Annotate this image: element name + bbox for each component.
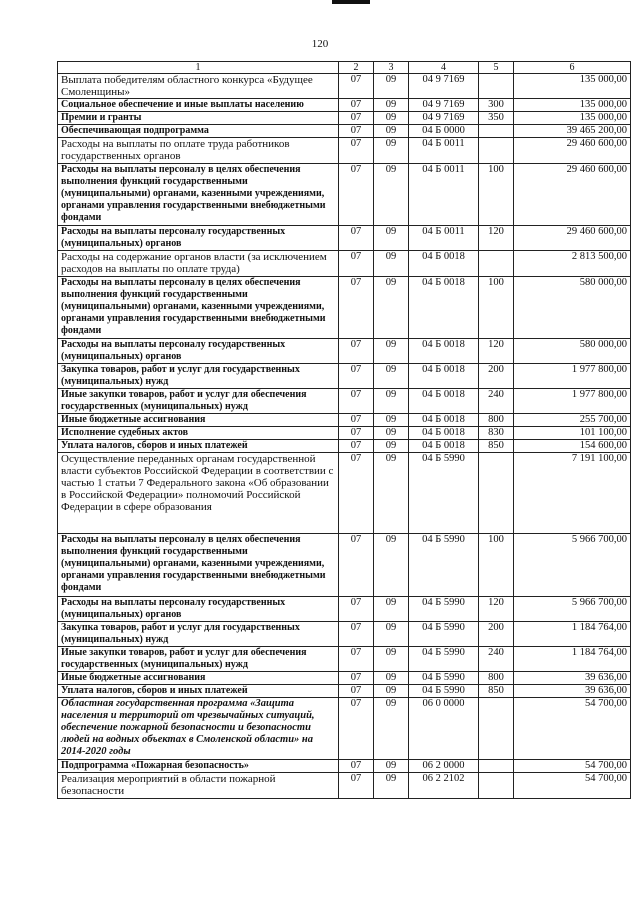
target-article-cell: 04 Б 0018 xyxy=(409,251,479,277)
column-header-6: 6 xyxy=(514,62,631,74)
row-name-cell: Областная государственная программа «Защита населения и территорий от чрезвычайных ситуаций, обеспечение пожарной безопасности и безопасности людей на водных объектах в Смоленской области» на 2014-2020 годы xyxy=(58,698,339,760)
subsection-code-cell: 09 xyxy=(374,99,409,112)
subsection-code-cell: 09 xyxy=(374,773,409,799)
table-row xyxy=(58,685,631,698)
table-row xyxy=(58,453,631,534)
section-code-cell: 07 xyxy=(339,440,374,453)
expense-type-cell: 200 xyxy=(479,364,514,389)
subsection-code-cell: 09 xyxy=(374,125,409,138)
row-name-cell: Закупка товаров, работ и услуг для государственных (муниципальных) нужд xyxy=(58,622,339,647)
amount-cell: 54 700,00 xyxy=(514,760,631,773)
row-name-cell: Расходы на содержание органов власти (за исключением расходов на выплаты по оплате труда) xyxy=(58,251,339,277)
section-code-cell: 07 xyxy=(339,251,374,277)
subsection-code-cell: 09 xyxy=(374,427,409,440)
section-code-cell: 07 xyxy=(339,138,374,164)
amount-cell: 135 000,00 xyxy=(514,99,631,112)
section-code-cell: 07 xyxy=(339,74,374,99)
section-code-cell: 07 xyxy=(339,226,374,251)
target-article-cell: 04 Б 5990 xyxy=(409,597,479,622)
amount-cell: 580 000,00 xyxy=(514,277,631,339)
section-code-cell: 07 xyxy=(339,698,374,760)
expense-type-cell xyxy=(479,453,514,534)
table-row xyxy=(58,164,631,226)
target-article-cell: 04 Б 5990 xyxy=(409,534,479,597)
target-article-cell: 04 Б 0011 xyxy=(409,138,479,164)
target-article-cell: 04 Б 5990 xyxy=(409,647,479,672)
subsection-code-cell: 09 xyxy=(374,597,409,622)
table-row xyxy=(58,251,631,277)
target-article-cell: 04 Б 5990 xyxy=(409,453,479,534)
budget-table-body xyxy=(58,62,631,799)
row-name-cell: Подпрограмма «Пожарная безопасность» xyxy=(58,760,339,773)
expense-type-cell: 120 xyxy=(479,226,514,251)
target-article-cell: 06 2 0000 xyxy=(409,760,479,773)
row-name-cell: Иные бюджетные ассигнования xyxy=(58,414,339,427)
amount-cell: 39 636,00 xyxy=(514,685,631,698)
table-row xyxy=(58,99,631,112)
table-row xyxy=(58,597,631,622)
amount-cell: 2 813 500,00 xyxy=(514,251,631,277)
amount-cell: 5 966 700,00 xyxy=(514,534,631,597)
row-name-cell: Расходы на выплаты персоналу в целях обеспечения выполнения функций государственными (муниципальными) органами, казенными учреждениями, органами управления государственными внебюджетными фондами xyxy=(58,164,339,226)
row-name-cell: Иные бюджетные ассигнования xyxy=(58,672,339,685)
section-code-cell: 07 xyxy=(339,389,374,414)
table-row xyxy=(58,773,631,799)
row-name-cell: Уплата налогов, сборов и иных платежей xyxy=(58,685,339,698)
amount-cell: 29 460 600,00 xyxy=(514,138,631,164)
row-name-cell: Расходы на выплаты персоналу в целях обеспечения выполнения функций государственными (муниципальными) органами, казенными учреждениями, органами управления государственными внебюджетными фондами xyxy=(58,534,339,597)
section-code-cell: 07 xyxy=(339,672,374,685)
row-name-cell: Осуществление переданных органам государственной власти субъектов Российской Федерации в соответствии с частью 1 статьи 7 Федерального закона «Об образовании в Российской Федерации» полномочий Российской Федерации в сфере образования xyxy=(58,453,339,534)
table-row xyxy=(58,389,631,414)
expense-type-cell: 100 xyxy=(479,534,514,597)
target-article-cell: 04 Б 0018 xyxy=(409,440,479,453)
amount-cell: 580 000,00 xyxy=(514,339,631,364)
column-header-4: 4 xyxy=(409,62,479,74)
subsection-code-cell: 09 xyxy=(374,74,409,99)
expense-type-cell xyxy=(479,74,514,99)
section-code-cell: 07 xyxy=(339,622,374,647)
table-row xyxy=(58,427,631,440)
target-article-cell: 06 2 2102 xyxy=(409,773,479,799)
amount-cell: 39 465 200,00 xyxy=(514,125,631,138)
expense-type-cell: 830 xyxy=(479,427,514,440)
target-article-cell: 04 Б 0018 xyxy=(409,414,479,427)
expense-type-cell xyxy=(479,251,514,277)
amount-cell: 135 000,00 xyxy=(514,112,631,125)
table-row xyxy=(58,622,631,647)
expense-type-cell: 100 xyxy=(479,277,514,339)
expense-type-cell: 200 xyxy=(479,622,514,647)
target-article-cell: 04 Б 5990 xyxy=(409,672,479,685)
amount-cell: 1 977 800,00 xyxy=(514,389,631,414)
target-article-cell: 04 Б 5990 xyxy=(409,622,479,647)
table-row xyxy=(58,226,631,251)
column-header-5: 5 xyxy=(479,62,514,74)
amount-cell: 1 184 764,00 xyxy=(514,622,631,647)
row-name-cell: Уплата налогов, сборов и иных платежей xyxy=(58,440,339,453)
column-header-1: 1 xyxy=(58,62,339,74)
row-name-cell: Расходы на выплаты персоналу государственных (муниципальных) органов xyxy=(58,339,339,364)
target-article-cell: 04 Б 0000 xyxy=(409,125,479,138)
subsection-code-cell: 09 xyxy=(374,760,409,773)
expense-type-cell: 850 xyxy=(479,685,514,698)
subsection-code-cell: 09 xyxy=(374,339,409,364)
target-article-cell: 04 Б 0018 xyxy=(409,364,479,389)
table-row xyxy=(58,138,631,164)
section-code-cell: 07 xyxy=(339,597,374,622)
subsection-code-cell: 09 xyxy=(374,364,409,389)
section-code-cell: 07 xyxy=(339,339,374,364)
expense-type-cell xyxy=(479,760,514,773)
section-code-cell: 07 xyxy=(339,277,374,339)
subsection-code-cell: 09 xyxy=(374,414,409,427)
row-name-cell: Обеспечивающая подпрограмма xyxy=(58,125,339,138)
section-code-cell: 07 xyxy=(339,534,374,597)
section-code-cell: 07 xyxy=(339,773,374,799)
subsection-code-cell: 09 xyxy=(374,112,409,125)
expense-type-cell xyxy=(479,698,514,760)
amount-cell: 29 460 600,00 xyxy=(514,226,631,251)
amount-cell: 54 700,00 xyxy=(514,773,631,799)
budget-table xyxy=(57,61,631,799)
amount-cell: 255 700,00 xyxy=(514,414,631,427)
target-article-cell: 04 Б 0011 xyxy=(409,164,479,226)
expense-type-cell: 120 xyxy=(479,339,514,364)
expense-type-cell: 350 xyxy=(479,112,514,125)
subsection-code-cell: 09 xyxy=(374,698,409,760)
target-article-cell: 04 9 7169 xyxy=(409,74,479,99)
amount-cell: 101 100,00 xyxy=(514,427,631,440)
section-code-cell: 07 xyxy=(339,112,374,125)
column-header-2: 2 xyxy=(339,62,374,74)
table-row xyxy=(58,698,631,760)
section-code-cell: 07 xyxy=(339,99,374,112)
column-header-row xyxy=(58,62,631,74)
row-name-cell: Выплата победителям областного конкурса «Будущее Смоленщины» xyxy=(58,74,339,99)
expense-type-cell: 240 xyxy=(479,389,514,414)
table-row xyxy=(58,760,631,773)
table-row xyxy=(58,277,631,339)
row-name-cell: Иные закупки товаров, работ и услуг для обеспечения государственных (муниципальных) нужд xyxy=(58,647,339,672)
section-code-cell: 07 xyxy=(339,364,374,389)
target-article-cell: 04 Б 0018 xyxy=(409,427,479,440)
expense-type-cell: 800 xyxy=(479,672,514,685)
section-code-cell: 07 xyxy=(339,685,374,698)
subsection-code-cell: 09 xyxy=(374,647,409,672)
table-row xyxy=(58,534,631,597)
section-code-cell: 07 xyxy=(339,414,374,427)
subsection-code-cell: 09 xyxy=(374,440,409,453)
subsection-code-cell: 09 xyxy=(374,251,409,277)
top-edge-mark xyxy=(332,0,370,4)
expense-type-cell: 100 xyxy=(479,164,514,226)
expense-type-cell: 240 xyxy=(479,647,514,672)
target-article-cell: 04 Б 0018 xyxy=(409,389,479,414)
section-code-cell: 07 xyxy=(339,647,374,672)
amount-cell: 39 636,00 xyxy=(514,672,631,685)
section-code-cell: 07 xyxy=(339,164,374,226)
row-name-cell: Закупка товаров, работ и услуг для государственных (муниципальных) нужд xyxy=(58,364,339,389)
subsection-code-cell: 09 xyxy=(374,164,409,226)
target-article-cell: 04 Б 0011 xyxy=(409,226,479,251)
row-name-cell: Расходы на выплаты персоналу государственных (муниципальных) органов xyxy=(58,226,339,251)
amount-cell: 5 966 700,00 xyxy=(514,597,631,622)
table-row xyxy=(58,414,631,427)
column-header-3: 3 xyxy=(374,62,409,74)
subsection-code-cell: 09 xyxy=(374,277,409,339)
subsection-code-cell: 09 xyxy=(374,138,409,164)
table-row xyxy=(58,125,631,138)
amount-cell: 154 600,00 xyxy=(514,440,631,453)
row-name-cell: Расходы на выплаты по оплате труда работников государственных органов xyxy=(58,138,339,164)
table-row xyxy=(58,672,631,685)
subsection-code-cell: 09 xyxy=(374,534,409,597)
subsection-code-cell: 09 xyxy=(374,685,409,698)
amount-cell: 7 191 100,00 xyxy=(514,453,631,534)
subsection-code-cell: 09 xyxy=(374,226,409,251)
target-article-cell: 04 9 7169 xyxy=(409,99,479,112)
amount-cell: 1 184 764,00 xyxy=(514,647,631,672)
section-code-cell: 07 xyxy=(339,453,374,534)
target-article-cell: 06 0 0000 xyxy=(409,698,479,760)
expense-type-cell: 800 xyxy=(479,414,514,427)
subsection-code-cell: 09 xyxy=(374,622,409,647)
row-name-cell: Реализация мероприятий в области пожарной безопасности xyxy=(58,773,339,799)
table-row xyxy=(58,112,631,125)
table-row xyxy=(58,647,631,672)
target-article-cell: 04 Б 5990 xyxy=(409,685,479,698)
amount-cell: 29 460 600,00 xyxy=(514,164,631,226)
table-row xyxy=(58,74,631,99)
row-name-cell: Социальное обеспечение и иные выплаты населению xyxy=(58,99,339,112)
expense-type-cell xyxy=(479,773,514,799)
expense-type-cell xyxy=(479,138,514,164)
section-code-cell: 07 xyxy=(339,427,374,440)
page-number: 120 xyxy=(311,38,329,50)
target-article-cell: 04 Б 0018 xyxy=(409,277,479,339)
table-row xyxy=(58,339,631,364)
expense-type-cell xyxy=(479,125,514,138)
section-code-cell: 07 xyxy=(339,125,374,138)
table-row xyxy=(58,364,631,389)
row-name-cell: Исполнение судебных актов xyxy=(58,427,339,440)
amount-cell: 1 977 800,00 xyxy=(514,364,631,389)
subsection-code-cell: 09 xyxy=(374,453,409,534)
row-name-cell: Премии и гранты xyxy=(58,112,339,125)
subsection-code-cell: 09 xyxy=(374,389,409,414)
expense-type-cell: 120 xyxy=(479,597,514,622)
target-article-cell: 04 Б 0018 xyxy=(409,339,479,364)
subsection-code-cell: 09 xyxy=(374,672,409,685)
row-name-cell: Расходы на выплаты персоналу в целях обеспечения выполнения функций государственными (муниципальными) органами, казенными учреждениями, органами управления государственными внебюджетными фондами xyxy=(58,277,339,339)
amount-cell: 135 000,00 xyxy=(514,74,631,99)
table-row xyxy=(58,440,631,453)
section-code-cell: 07 xyxy=(339,760,374,773)
expense-type-cell: 300 xyxy=(479,99,514,112)
target-article-cell: 04 9 7169 xyxy=(409,112,479,125)
amount-cell: 54 700,00 xyxy=(514,698,631,760)
expense-type-cell: 850 xyxy=(479,440,514,453)
row-name-cell: Расходы на выплаты персоналу государственных (муниципальных) органов xyxy=(58,597,339,622)
row-name-cell: Иные закупки товаров, работ и услуг для обеспечения государственных (муниципальных) нужд xyxy=(58,389,339,414)
